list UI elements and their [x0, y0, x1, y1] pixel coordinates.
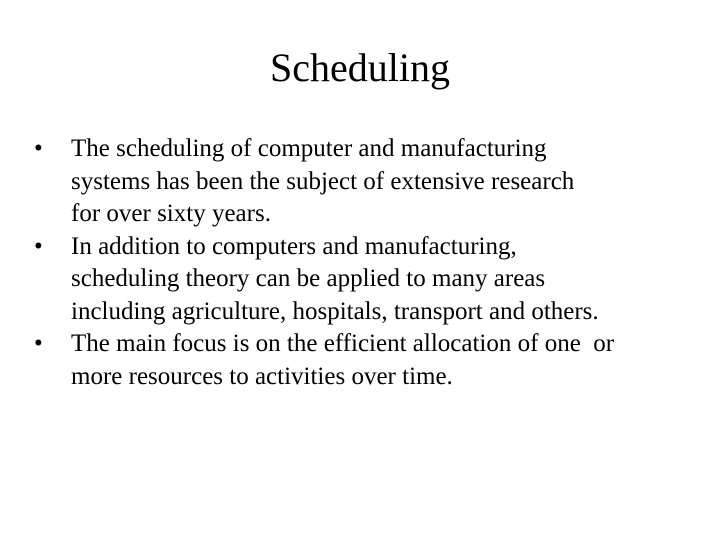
bullet-line: The scheduling of computer and manufacturing — [71, 135, 547, 162]
bullet-line: scheduling theory can be applied to many areas — [71, 265, 546, 292]
bullet-line: for over sixty years. — [71, 200, 271, 227]
slide-title: Scheduling — [270, 45, 450, 90]
bullet-point-icon: • — [34, 232, 43, 260]
bullet-item — [34, 133, 704, 231]
bullet-line: In addition to computers and manufacturing, — [71, 232, 517, 260]
bullet-item — [34, 231, 704, 329]
bullet-line: systems has been the subject of extensive research — [71, 167, 575, 195]
bullet-point-icon: • — [34, 330, 43, 357]
bullet-line: including agriculture, hospitals, transport and others. — [71, 297, 599, 325]
bullet-list — [34, 133, 704, 393]
bullet-line: more resources to activities over time. — [71, 362, 453, 390]
bullet-point-icon: • — [34, 135, 43, 162]
bullet-item — [34, 328, 704, 393]
bullet-line: The main focus is on the efficient allocation of one or — [71, 330, 615, 357]
